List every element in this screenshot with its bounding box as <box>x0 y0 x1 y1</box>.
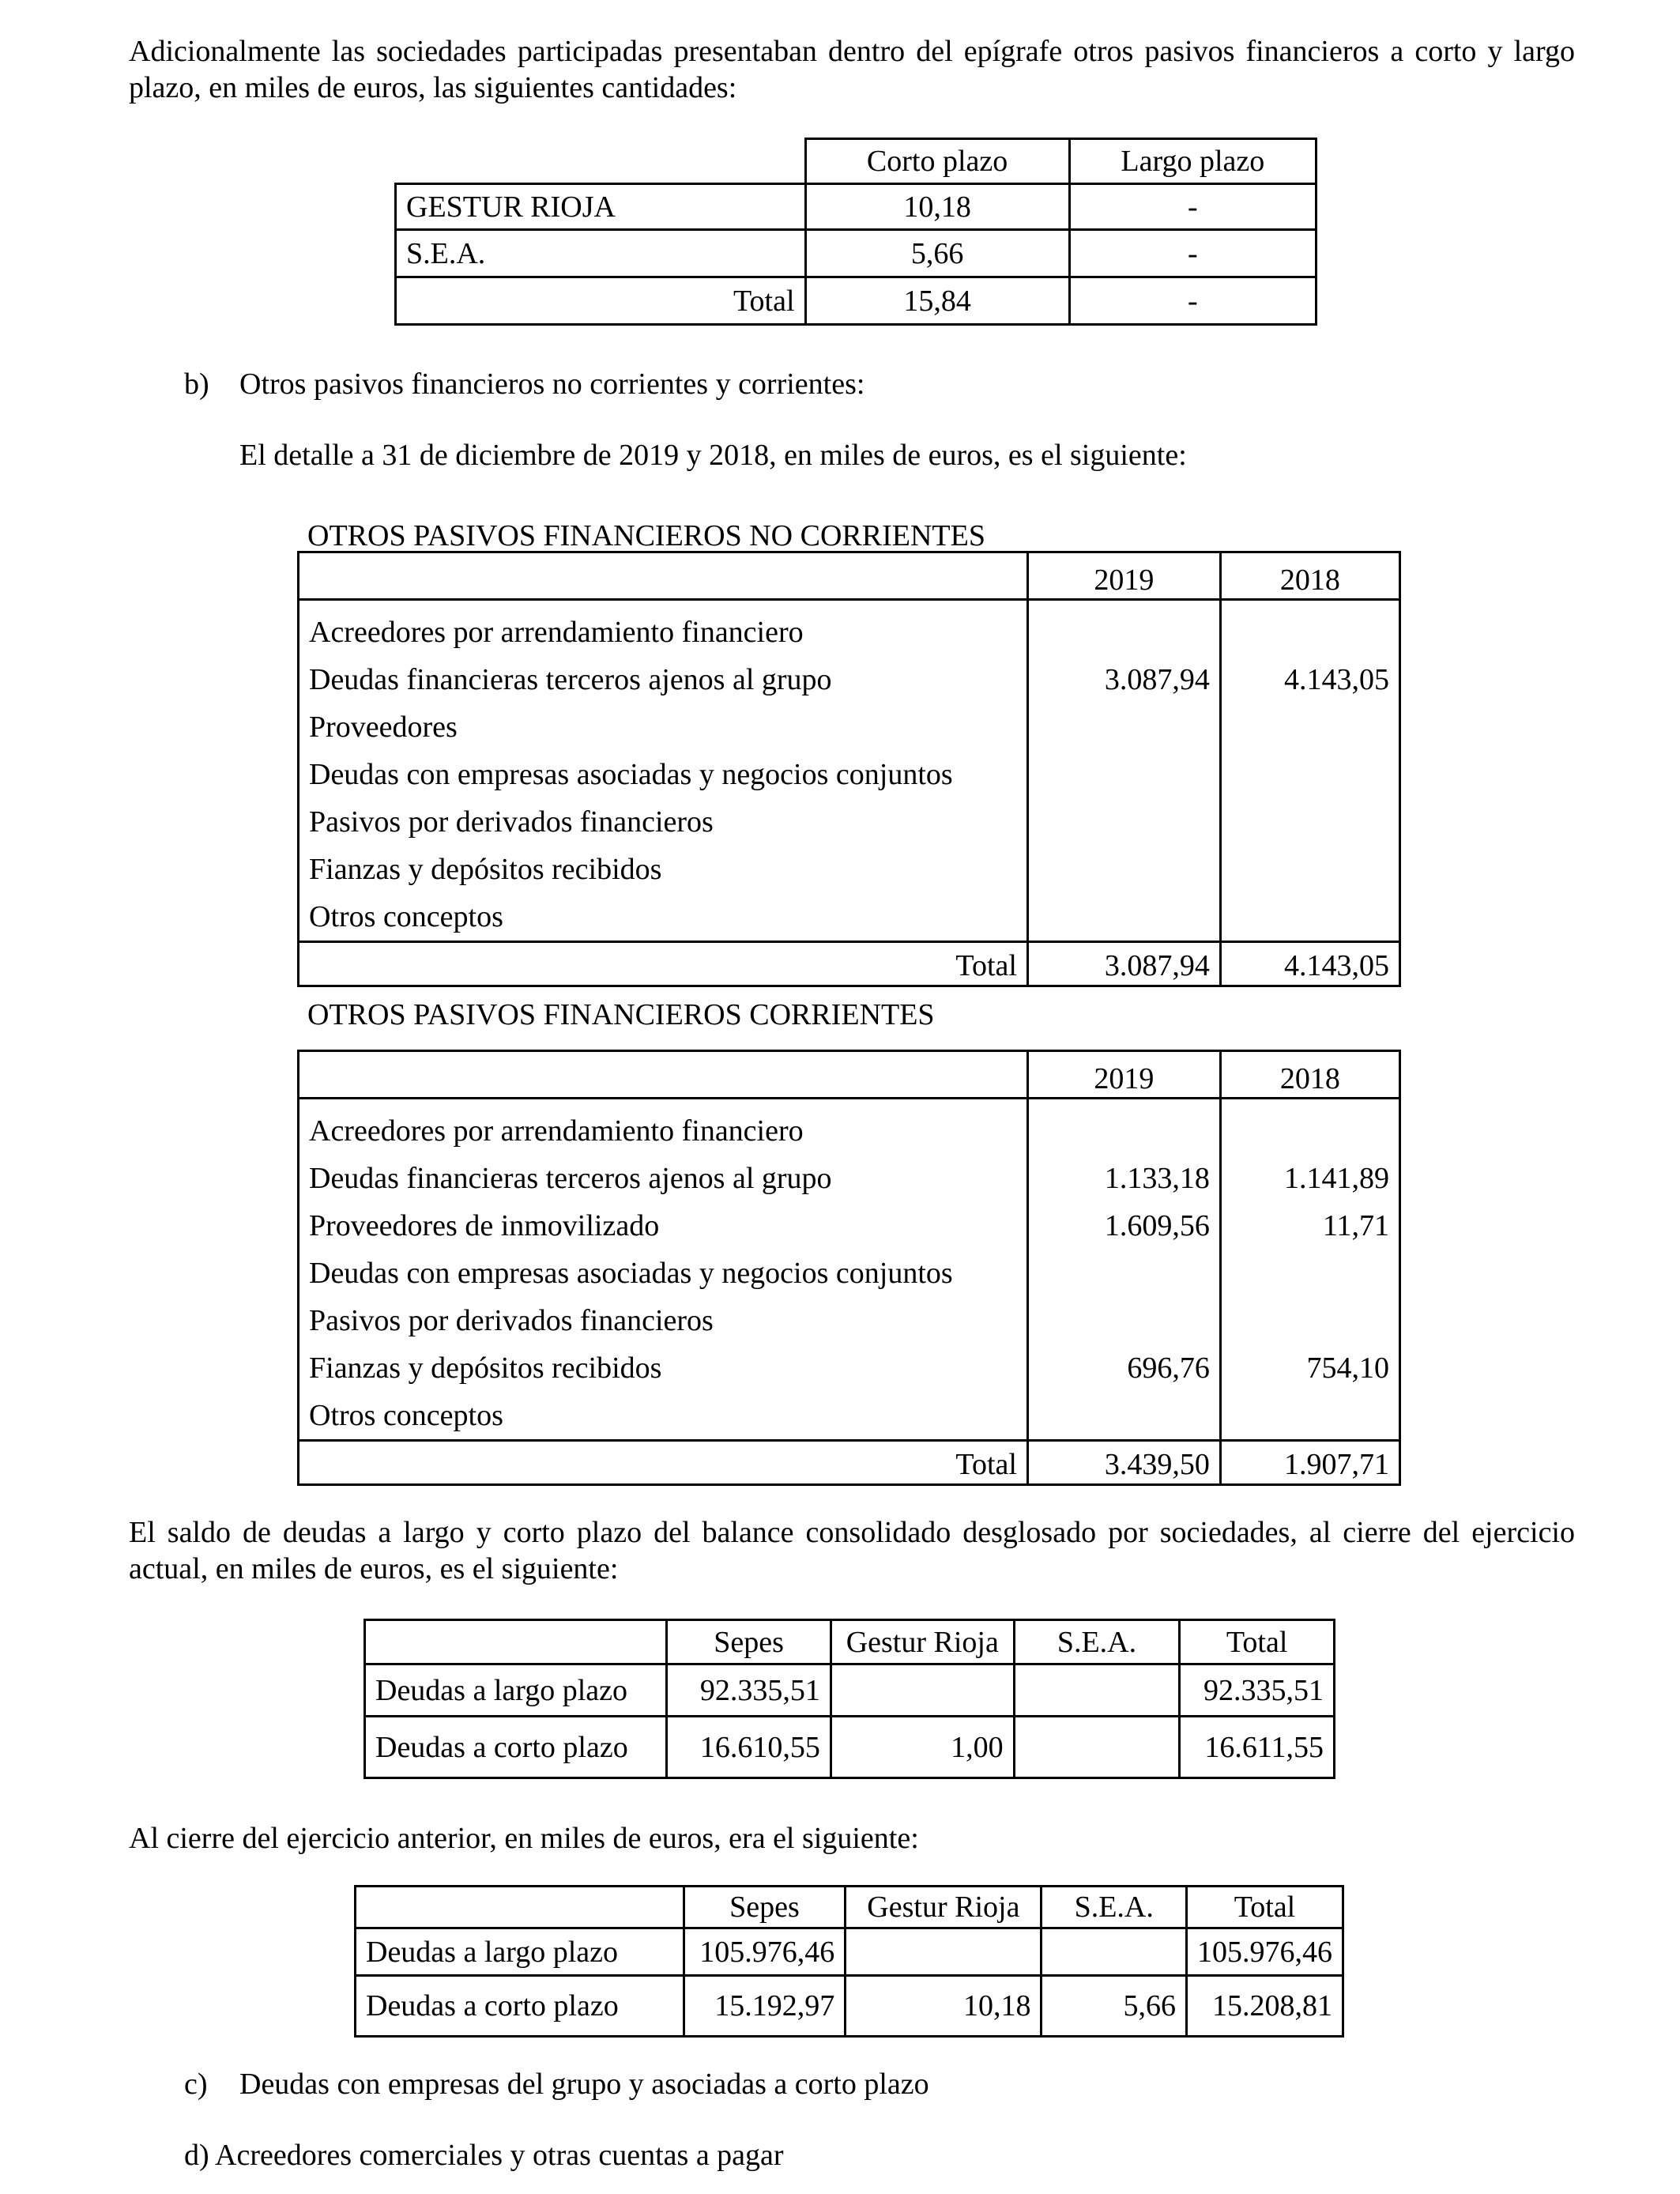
header-total: Total <box>1180 1620 1335 1664</box>
table-row <box>396 230 1317 277</box>
cell-corto: 5,66 <box>805 230 1069 277</box>
total-label: Total <box>299 942 1028 986</box>
cell-total: 92.335,51 <box>1180 1664 1335 1717</box>
section-b-marker: b) <box>184 368 209 401</box>
header-sea: S.E.A. <box>1042 1887 1186 1928</box>
header-total: Total <box>1186 1887 1343 1928</box>
cell-sepes: 15.192,97 <box>684 1976 846 2037</box>
total-corto: 15,84 <box>805 277 1069 325</box>
cell-largo: - <box>1069 230 1316 277</box>
header-gestur-rioja: Gestur Rioja <box>831 1620 1014 1664</box>
empty-header-cell <box>365 1620 667 1664</box>
value-cell <box>1038 846 1210 893</box>
row-label: GESTUR RIOJA <box>396 184 806 230</box>
cell-sepes: 105.976,46 <box>684 1928 846 1976</box>
list-item: Otros conceptos <box>309 900 503 933</box>
cell-gestur <box>831 1664 1014 1717</box>
no-corrientes-table <box>297 551 1401 987</box>
value-cell <box>1231 846 1389 893</box>
list-item: Pasivos por derivados financieros <box>309 1304 714 1337</box>
section-c-marker: c) <box>184 2068 208 2101</box>
value-cell <box>1231 609 1389 656</box>
intro-paragraph: Adicionalmente las sociedades participadas presentaban dentro del epígrafe otros pasivos financieros a corto y largo plazo, en miles de euros, las siguientes cantidades: <box>129 35 1575 104</box>
items-column <box>299 600 1028 942</box>
items-column <box>299 1099 1028 1441</box>
list-item: Fianzas y depósitos recibidos <box>309 1351 662 1385</box>
header-sea: S.E.A. <box>1014 1620 1180 1664</box>
row-label: Deudas a largo plazo <box>365 1664 667 1717</box>
row-label: Deudas a corto plazo <box>356 1976 684 2037</box>
row-label: Deudas a largo plazo <box>356 1928 684 1976</box>
value-cell <box>1231 1297 1389 1344</box>
section-b-heading: Otros pasivos financieros no corrientes y corrientes: <box>239 368 865 401</box>
values-2019-column <box>1027 600 1220 942</box>
saldo-actual-table <box>363 1619 1335 1779</box>
row-label: S.E.A. <box>396 230 806 277</box>
list-item: Deudas financieras terceros ajenos al grupo <box>309 1162 832 1195</box>
total-row <box>396 277 1317 325</box>
participadas-table <box>394 138 1317 326</box>
total-row <box>299 1441 1400 1485</box>
header-sepes: Sepes <box>684 1887 846 1928</box>
anterior-paragraph: Al cierre del ejercicio anterior, en miles de euros, era el siguiente: <box>129 1822 919 1855</box>
corrientes-table <box>297 1050 1401 1486</box>
saldo-paragraph: El saldo de deudas a largo y corto plazo del balance consolidado desglosado por sociedades, al cierre del ejercicio actual, en miles de euros, es el siguiente: <box>129 1516 1575 1585</box>
value-cell <box>1038 798 1210 846</box>
cell-total: 15.208,81 <box>1186 1976 1343 2037</box>
total-2019: 3.087,94 <box>1027 942 1220 986</box>
header-2018: 2018 <box>1220 552 1399 600</box>
value-cell: 1.141,89 <box>1284 1162 1389 1195</box>
values-2019-column <box>1027 1099 1220 1441</box>
values-2018-column <box>1220 600 1399 942</box>
empty-corner-cell <box>396 139 806 184</box>
table-row <box>356 1976 1343 2037</box>
value-cell <box>1038 703 1210 751</box>
cell-gestur: 1,00 <box>831 1717 1014 1778</box>
header-largo-plazo: Largo plazo <box>1069 139 1316 184</box>
total-2018: 1.907,71 <box>1220 1441 1399 1485</box>
header-corto-plazo: Corto plazo <box>805 139 1069 184</box>
table-row <box>396 184 1317 230</box>
cell-gestur: 10,18 <box>846 1976 1042 2037</box>
total-row <box>299 942 1400 986</box>
value-cell: 754,10 <box>1306 1351 1389 1385</box>
value-cell: 1.133,18 <box>1104 1162 1210 1195</box>
cell-sea <box>1014 1717 1180 1778</box>
section-d-heading: d) Acreedores comerciales y otras cuentas a pagar <box>184 2139 784 2172</box>
value-cell <box>1231 798 1389 846</box>
empty-header-cell <box>299 552 1028 600</box>
list-item: Acreedores por arrendamiento financiero <box>309 1114 804 1148</box>
value-cell <box>1038 1392 1210 1439</box>
header-2018: 2018 <box>1220 1051 1399 1099</box>
value-cell <box>1231 1250 1389 1297</box>
value-cell <box>1038 893 1210 941</box>
table-row <box>365 1717 1335 1778</box>
total-2019: 3.439,50 <box>1027 1441 1220 1485</box>
value-cell <box>1038 1250 1210 1297</box>
header-gestur-rioja: Gestur Rioja <box>846 1887 1042 1928</box>
cell-total: 16.611,55 <box>1180 1717 1335 1778</box>
list-item: Otros conceptos <box>309 1399 503 1432</box>
list-item: Fianzas y depósitos recibidos <box>309 853 662 886</box>
list-item: Deudas con empresas asociadas y negocios conjuntos <box>309 758 953 791</box>
list-item: Acreedores por arrendamiento financiero <box>309 616 804 649</box>
empty-header-cell <box>299 1051 1028 1099</box>
no-corrientes-title: OTROS PASIVOS FINANCIEROS NO CORRIENTES <box>307 519 985 552</box>
cell-sea <box>1014 1664 1180 1717</box>
total-label: Total <box>299 1441 1028 1485</box>
values-2018-column <box>1220 1099 1399 1441</box>
value-cell <box>1231 1392 1389 1439</box>
section-c-heading: Deudas con empresas del grupo y asociadas a corto plazo <box>239 2068 929 2101</box>
value-cell <box>1231 751 1389 798</box>
section-b-detail: El detalle a 31 de diciembre de 2019 y 2018, en miles de euros, es el siguiente: <box>239 439 1187 472</box>
saldo-anterior-table <box>354 1885 1344 2038</box>
cell-sepes: 16.610,55 <box>667 1717 831 1778</box>
table-row <box>365 1664 1335 1717</box>
empty-header-cell <box>356 1887 684 1928</box>
value-cell: 1.609,56 <box>1104 1209 1210 1242</box>
value-cell <box>1231 893 1389 941</box>
cell-total: 105.976,46 <box>1186 1928 1343 1976</box>
list-item: Deudas financieras terceros ajenos al grupo <box>309 663 832 696</box>
cell-sea <box>1042 1928 1186 1976</box>
value-cell <box>1231 1107 1389 1155</box>
cell-sepes: 92.335,51 <box>667 1664 831 1717</box>
corrientes-title: OTROS PASIVOS FINANCIEROS CORRIENTES <box>307 998 935 1031</box>
cell-sea: 5,66 <box>1042 1976 1186 2037</box>
total-largo: - <box>1069 277 1316 325</box>
value-cell <box>1231 703 1389 751</box>
cell-largo: - <box>1069 184 1316 230</box>
value-cell: 4.143,05 <box>1284 663 1389 696</box>
row-label: Deudas a corto plazo <box>365 1717 667 1778</box>
cell-gestur <box>846 1928 1042 1976</box>
list-item: Deudas con empresas asociadas y negocios conjuntos <box>309 1257 953 1290</box>
value-cell <box>1038 751 1210 798</box>
value-cell: 696,76 <box>1127 1351 1210 1385</box>
value-cell <box>1038 609 1210 656</box>
header-sepes: Sepes <box>667 1620 831 1664</box>
list-item: Proveedores de inmovilizado <box>309 1209 660 1242</box>
header-2019: 2019 <box>1027 552 1220 600</box>
value-cell <box>1038 1107 1210 1155</box>
table-row <box>356 1928 1343 1976</box>
total-2018: 4.143,05 <box>1220 942 1399 986</box>
value-cell: 11,71 <box>1322 1209 1389 1242</box>
value-cell <box>1038 1297 1210 1344</box>
cell-corto: 10,18 <box>805 184 1069 230</box>
header-2019: 2019 <box>1027 1051 1220 1099</box>
list-item: Pasivos por derivados financieros <box>309 805 714 839</box>
total-label: Total <box>396 277 806 325</box>
value-cell: 3.087,94 <box>1104 663 1210 696</box>
list-item: Proveedores <box>309 711 458 744</box>
